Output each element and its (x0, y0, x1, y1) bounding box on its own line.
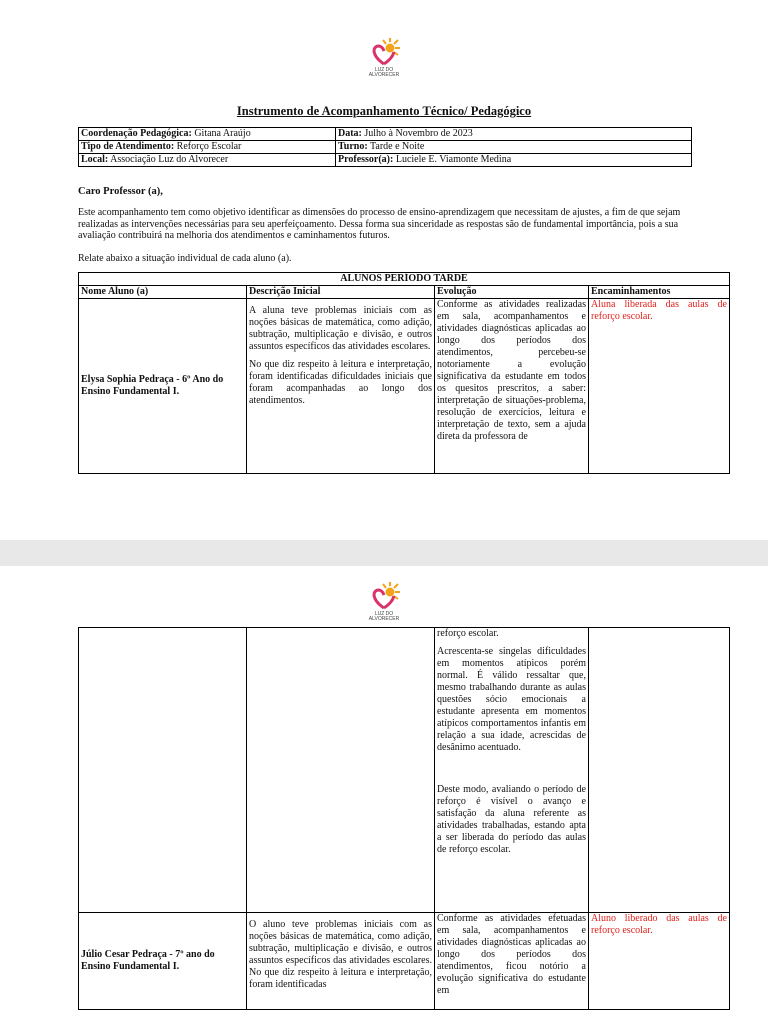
page-2 (0, 566, 768, 1024)
coordenacao-cell: Coordenação Pedagógica: Gitana Araújo (79, 128, 336, 141)
table-row (79, 913, 730, 1010)
heart-sun-icon (364, 582, 404, 612)
data-cell: Data: Julho à Novembro de 2023 (336, 128, 692, 141)
intro-paragraph: Este acompanhamento tem como objetivo identificar as dimensões do processo de ensino-aprendizagem que necessitam de ajustes, a fim de que sejam realizadas as intervenções necessárias para seu aperfeiçoamento. Dessa forma sua sinceridade as respostas são de fundamental importância, pois a sua avaliação contribuirá na melhoria dos atendimentos e caminhamentos futuros. (78, 207, 681, 241)
student-name: Elysa Sophia Pedraça - 6º Ano do Ensino Fundamental I. (79, 299, 247, 474)
section-title: ALUNOS PERÍODO TARDE (79, 273, 730, 286)
student-description: O aluno teve problemas iniciais com as noções básicas de matemática, como adição, subtração, multiplicação e divisão, e outros assuntos específicos das atividades escolares. No que diz respeito à leitura e interpretação, foram identificadas (247, 913, 435, 1010)
student-referral-empty (589, 628, 730, 913)
student-referral: Aluno liberado das aulas de reforço escolar. (589, 913, 730, 1010)
student-description: A aluna teve problemas iniciais com as noções básicas de matemática, como adição, subtração, multiplicação e divisão, e outros assuntos específicos das atividades escolares. No que diz respeito à leitura e interpretação, foram identificadas dificuldades iniciais que foram acompanhadas ao longo dos atendimentos. (247, 299, 435, 474)
students-table (78, 272, 730, 474)
local-cell: Local: Associação Luz do Alvorecer (79, 154, 336, 167)
header-descricao: Descrição Inicial (247, 286, 435, 299)
student-name-empty (79, 628, 247, 913)
info-table (78, 127, 692, 167)
header-encaminhamentos: Encaminhamentos (589, 286, 730, 299)
logo-text-line2: ALVORECER (368, 72, 400, 78)
heart-sun-icon (364, 38, 404, 68)
luz-do-alvorecer-logo: LUZ DO ALVORECER (364, 582, 404, 626)
turno-cell: Turno: Tarde e Noite (336, 141, 692, 154)
student-evolution-continued: reforço escolar. Acrescenta-se singelas dificuldades em momentos atípicos porém normal. É válido ressaltar que, mesmo trabalhando durante as aulas questões sócio emocionais a estudante apresenta em momentos atípicos comportamentos infantis em relação a sua idade, acrescidas de desânimo acentuado. Deste modo, avaliando o período de reforço é visível o avanço e satisfação da aluna referente as atividades trabalhadas, estando apta a ser liberada do período das aulas de reforço escolar. (435, 628, 589, 913)
student-evolution: Conforme as atividades efetuadas em sala, acompanhamentos e atividades diagnósticas aplicadas ao longo dos períodos dos atendimentos, ficou notório a evolução significativa do estudante em (435, 913, 589, 1010)
student-name: Júlio Cesar Pedraça - 7º ano do Ensino Fundamental I. (79, 913, 247, 1010)
header-evolucao: Evolução (435, 286, 589, 299)
students-table-continued (78, 627, 730, 1010)
student-description-empty (247, 628, 435, 913)
table-row (79, 299, 730, 474)
luz-do-alvorecer-logo (364, 38, 404, 82)
professor-cell: Professor(a): Luciele E. Viamonte Medina (336, 154, 692, 167)
document-title: Instrumento de Acompanhamento Técnico/ Pedagógico (236, 104, 532, 118)
student-evolution: Conforme as atividades realizadas em sala, acompanhamentos e atividades diagnósticas aplicadas ao longo dos períodos dos atendimentos, percebeu-se notoriamente a evolução significativa da estudante em todos os quesitos prescritos, a saber: interpretação de situações-problema, resolução de exercícios, leitura e interpretação de texto, sem a ajuda direta da professora de (435, 299, 589, 474)
relate-instruction: Relate abaixo a situação individual de cada aluno (a). (78, 253, 292, 264)
header-nome: Nome Aluno (a) (79, 286, 247, 299)
table-row (79, 628, 730, 913)
student-referral: Aluna liberada das aulas de reforço escolar. (589, 299, 730, 474)
tipo-atendimento-cell: Tipo de Atendimento: Reforço Escolar (79, 141, 336, 154)
logo-text-line1: LUZ DO (374, 67, 394, 73)
greeting: Caro Professor (a), (78, 186, 163, 197)
